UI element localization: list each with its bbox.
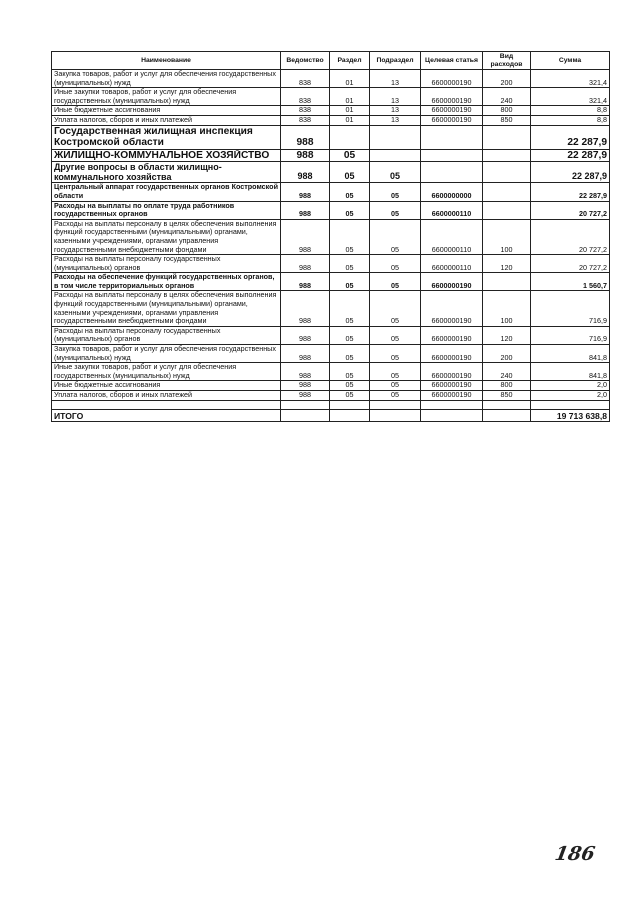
- header-target: Целевая статья: [421, 52, 483, 70]
- cell-subsection: 05: [370, 326, 421, 344]
- table-row: [52, 70, 610, 88]
- cell-name: Иные бюджетные ассигнования: [52, 106, 281, 116]
- table-row: [52, 273, 610, 291]
- cell-target: 6600000190: [421, 273, 483, 291]
- cell-type: [483, 149, 531, 162]
- cell-target: [421, 149, 483, 162]
- cell-target: 6600000110: [421, 201, 483, 219]
- cell-sum: 22 287,9: [531, 183, 610, 201]
- cell-subsection: 05: [370, 219, 421, 254]
- cell-type: [483, 273, 531, 291]
- table-row: [52, 183, 610, 201]
- cell-type: 200: [483, 70, 531, 88]
- cell-name: Иные закупки товаров, работ и услуг для обеспечения государственных (муниципальных) нужд: [52, 363, 281, 381]
- cell-target: 6600000190: [421, 106, 483, 116]
- table-row: [52, 149, 610, 162]
- table-row: [52, 219, 610, 254]
- page-number: 186: [553, 843, 597, 865]
- cell-subsection: 05: [370, 291, 421, 326]
- cell-subsection: [370, 149, 421, 162]
- cell-name: Закупка товаров, работ и услуг для обеспечения государственных (муниципальных) нужд: [52, 70, 281, 88]
- cell-name: Расходы на выплаты по оплате труда работников государственных органов: [52, 201, 281, 219]
- cell-dept: 988: [281, 291, 330, 326]
- cell-name: Расходы на выплаты персоналу государственных (муниципальных) органов: [52, 326, 281, 344]
- cell-sum: 8,8: [531, 106, 610, 116]
- cell-dept: 988: [281, 273, 330, 291]
- cell-type: [483, 201, 531, 219]
- table-header-row: [52, 52, 610, 70]
- cell-target: 6600000190: [421, 345, 483, 363]
- cell-subsection: [370, 125, 421, 149]
- cell-sum: 22 287,9: [531, 149, 610, 162]
- cell-section: [330, 125, 370, 149]
- header-section: Раздел: [330, 52, 370, 70]
- cell-subsection: 13: [370, 88, 421, 106]
- cell-section: 01: [330, 88, 370, 106]
- cell-type: 240: [483, 88, 531, 106]
- cell-subsection: 05: [370, 273, 421, 291]
- cell-dept: 838: [281, 70, 330, 88]
- cell-section: 05: [330, 201, 370, 219]
- cell-section: 05: [330, 149, 370, 162]
- table-row: [52, 381, 610, 391]
- cell-name: Государственная жилищная инспекция Костромской области: [52, 125, 281, 149]
- cell-name: Центральный аппарат государственных органов Костромской области: [52, 183, 281, 201]
- table-row: [52, 125, 610, 149]
- cell-sum: 716,9: [531, 326, 610, 344]
- cell-section: 05: [330, 255, 370, 273]
- cell-section: 01: [330, 70, 370, 88]
- cell-target: 6600000190: [421, 291, 483, 326]
- cell-sum: 2,0: [531, 391, 610, 401]
- cell-section: 05: [330, 326, 370, 344]
- cell-type: 100: [483, 219, 531, 254]
- cell-type: 120: [483, 326, 531, 344]
- cell-dept: 838: [281, 88, 330, 106]
- cell-section: 05: [330, 363, 370, 381]
- cell-sum: 20 727,2: [531, 201, 610, 219]
- table-row: [52, 326, 610, 344]
- header-subsection: Подраздел: [370, 52, 421, 70]
- budget-table: [51, 51, 610, 422]
- cell-section: 05: [330, 291, 370, 326]
- cell-target: 6600000190: [421, 363, 483, 381]
- cell-section: 05: [330, 381, 370, 391]
- cell-type: 850: [483, 115, 531, 125]
- cell-name: Расходы на выплаты персоналу государственных (муниципальных) органов: [52, 255, 281, 273]
- table-row: [52, 391, 610, 401]
- cell-section: 01: [330, 106, 370, 116]
- cell-type: 240: [483, 363, 531, 381]
- cell-dept: 988: [281, 149, 330, 162]
- cell-subsection: 13: [370, 70, 421, 88]
- header-sum: Сумма: [531, 52, 610, 70]
- cell-name: Другие вопросы в области жилищно-коммунального хозяйства: [52, 162, 281, 183]
- cell-dept: 988: [281, 363, 330, 381]
- cell-sum: 20 727,2: [531, 219, 610, 254]
- cell-subsection: 05: [370, 391, 421, 401]
- cell-type: 850: [483, 391, 531, 401]
- cell-sum: 321,4: [531, 70, 610, 88]
- cell-target: 6600000190: [421, 115, 483, 125]
- cell-target: 6600000190: [421, 70, 483, 88]
- cell-name: Расходы на обеспечение функций государственных органов, в том числе территориальных органов: [52, 273, 281, 291]
- cell-dept: 988: [281, 201, 330, 219]
- cell-dept: 838: [281, 115, 330, 125]
- table-row: [52, 115, 610, 125]
- cell-type: [483, 125, 531, 149]
- cell-section: 05: [330, 345, 370, 363]
- cell-section: 05: [330, 162, 370, 183]
- cell-dept: 838: [281, 106, 330, 116]
- cell-sum: 1 560,7: [531, 273, 610, 291]
- cell-name: Расходы на выплаты персоналу в целях обеспечения выполнения функций государственными (муниципальными) органами, казенными учреждениями, органами управления государственными внебюджетными фондами: [52, 219, 281, 254]
- cell-name: Иные закупки товаров, работ и услуг для обеспечения государственных (муниципальных) нужд: [52, 88, 281, 106]
- cell-subsection: 05: [370, 162, 421, 183]
- table-row: [52, 291, 610, 326]
- cell-sum: 22 287,9: [531, 162, 610, 183]
- header-name: Наименование: [52, 52, 281, 70]
- cell-target: [421, 162, 483, 183]
- cell-target: [421, 125, 483, 149]
- cell-type: 100: [483, 291, 531, 326]
- cell-subsection: 05: [370, 255, 421, 273]
- cell-name: Уплата налогов, сборов и иных платежей: [52, 391, 281, 401]
- cell-dept: 988: [281, 125, 330, 149]
- cell-name: Расходы на выплаты персоналу в целях обеспечения выполнения функций государственными (муниципальными) органами, казенными учреждениями, органами управления государственными внебюджетными фондами: [52, 291, 281, 326]
- cell-sum: 22 287,9: [531, 125, 610, 149]
- cell-subsection: 05: [370, 363, 421, 381]
- table-row: [52, 345, 610, 363]
- cell-section: 05: [330, 273, 370, 291]
- cell-subsection: 05: [370, 345, 421, 363]
- cell-dept: 988: [281, 255, 330, 273]
- cell-subsection: 05: [370, 201, 421, 219]
- cell-target: 6600000000: [421, 183, 483, 201]
- total-row: [52, 409, 610, 421]
- cell-sum: 2,0: [531, 381, 610, 391]
- cell-dept: 988: [281, 391, 330, 401]
- cell-dept: 988: [281, 183, 330, 201]
- cell-target: 6600000110: [421, 255, 483, 273]
- cell-sum: 321,4: [531, 88, 610, 106]
- cell-sum: 20 727,2: [531, 255, 610, 273]
- cell-target: 6600000190: [421, 326, 483, 344]
- cell-sum: 716,9: [531, 291, 610, 326]
- cell-target: 6600000190: [421, 88, 483, 106]
- table-row: [52, 363, 610, 381]
- table-row: [52, 88, 610, 106]
- table-row: [52, 106, 610, 116]
- cell-target: 6600000190: [421, 381, 483, 391]
- cell-section: 05: [330, 183, 370, 201]
- cell-sum: 8,8: [531, 115, 610, 125]
- cell-target: 6600000190: [421, 391, 483, 401]
- cell-sum: 841,8: [531, 345, 610, 363]
- cell-target: 6600000110: [421, 219, 483, 254]
- cell-dept: 988: [281, 219, 330, 254]
- cell-section: 05: [330, 219, 370, 254]
- cell-subsection: 05: [370, 381, 421, 391]
- total-label: ИТОГО: [52, 409, 281, 421]
- cell-dept: 988: [281, 162, 330, 183]
- cell-type: 800: [483, 106, 531, 116]
- cell-name: ЖИЛИЩНО-КОММУНАЛЬНОЕ ХОЗЯЙСТВО: [52, 149, 281, 162]
- header-type: Вид расходов: [483, 52, 531, 70]
- total-sum: 19 713 638,8: [531, 409, 610, 421]
- cell-type: [483, 183, 531, 201]
- table-row: [52, 162, 610, 183]
- cell-sum: 841,8: [531, 363, 610, 381]
- cell-type: 120: [483, 255, 531, 273]
- cell-type: 800: [483, 381, 531, 391]
- cell-section: 01: [330, 115, 370, 125]
- header-dept: Ведомство: [281, 52, 330, 70]
- empty-row: [52, 400, 610, 409]
- cell-subsection: 05: [370, 183, 421, 201]
- cell-dept: 988: [281, 326, 330, 344]
- table-row: [52, 255, 610, 273]
- cell-subsection: 13: [370, 115, 421, 125]
- table-row: [52, 201, 610, 219]
- cell-section: 05: [330, 391, 370, 401]
- cell-type: 200: [483, 345, 531, 363]
- cell-type: [483, 162, 531, 183]
- cell-name: Уплата налогов, сборов и иных платежей: [52, 115, 281, 125]
- cell-dept: 988: [281, 381, 330, 391]
- cell-name: Иные бюджетные ассигнования: [52, 381, 281, 391]
- cell-name: Закупка товаров, работ и услуг для обеспечения государственных (муниципальных) нужд: [52, 345, 281, 363]
- cell-dept: 988: [281, 345, 330, 363]
- cell-subsection: 13: [370, 106, 421, 116]
